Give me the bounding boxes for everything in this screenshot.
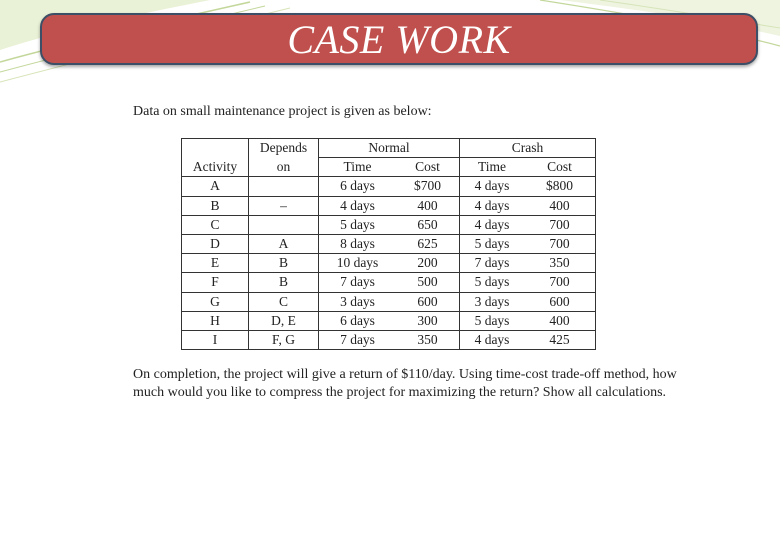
cell-normal-cost: 300 (396, 311, 460, 330)
cell-activity: B (182, 196, 249, 215)
table-row (182, 273, 596, 292)
cell-normal-cost: 350 (396, 330, 460, 349)
cell-crash-cost: 700 (524, 234, 596, 253)
cell-normal-time: 4 days (319, 196, 397, 215)
header-crash: Crash (460, 139, 596, 158)
cell-normal-cost: 650 (396, 215, 460, 234)
title-banner (40, 13, 758, 65)
cell-normal-time: 10 days (319, 254, 397, 273)
cell-crash-time: 5 days (460, 273, 525, 292)
table-row (182, 254, 596, 273)
header-depends: Depends (249, 139, 319, 158)
table-row (182, 215, 596, 234)
table-row (182, 330, 596, 349)
table-row (182, 311, 596, 330)
cell-crash-time: 4 days (460, 330, 525, 349)
cell-depends: F, G (249, 330, 319, 349)
cell-activity: D (182, 234, 249, 253)
cell-normal-time: 7 days (319, 273, 397, 292)
cell-activity: A (182, 177, 249, 196)
cell-normal-cost: 200 (396, 254, 460, 273)
cell-crash-cost: 700 (524, 215, 596, 234)
cell-crash-cost: $800 (546, 178, 573, 194)
cell-depends (249, 177, 319, 196)
cell-depends: A (249, 234, 319, 253)
cell-crash-time: 4 days (474, 178, 510, 194)
cell-crash-time: 4 days (460, 196, 525, 215)
cell-crash-time: 4 days (460, 215, 525, 234)
table-header-row (182, 139, 596, 158)
cell-crash-cost: 700 (524, 273, 596, 292)
header-depends-on: on (249, 158, 319, 177)
cell-depends: – (249, 196, 319, 215)
question-text: On completion, the project will give a return of $110/day. Using time-cost trade-off method, how much would you like to compress the project for maximizing the return? Show all calculations. (133, 367, 677, 400)
cell-crash-cost: 400 (524, 311, 596, 330)
cell-crash-time: 5 days (460, 234, 525, 253)
cell-crash-cost: 400 (524, 196, 596, 215)
cell-normal-time: 8 days (319, 234, 397, 253)
table-body (182, 177, 596, 350)
cell-normal-cost: 625 (396, 234, 460, 253)
cell-depends: B (249, 254, 319, 273)
cell-activity: F (182, 273, 249, 292)
cell-activity: I (182, 330, 249, 349)
cell-crash-cost: 350 (524, 254, 596, 273)
table-row (182, 292, 596, 311)
header-activity: Activity (182, 158, 249, 177)
cell-normal-cost: 500 (396, 273, 460, 292)
project-data-table (181, 138, 596, 350)
header-normal-time: Time (319, 158, 397, 177)
cell-depends: D, E (249, 311, 319, 330)
cell-activity: H (182, 311, 249, 330)
header-crash-cost: Cost (524, 158, 596, 177)
cell-crash-cost: 600 (524, 292, 596, 311)
cell-normal-time: 7 days (319, 330, 397, 349)
cell-normal-time: 3 days (319, 292, 397, 311)
slide-title: CASE WORK (287, 16, 511, 62)
intro-text: Data on small maintenance project is given as below: (133, 104, 432, 119)
cell-normal-cost: $700 (396, 177, 460, 196)
table-row (182, 196, 596, 215)
cell-crash-time: 5 days (460, 311, 525, 330)
header-normal-cost: Cost (396, 158, 460, 177)
table-row (182, 234, 596, 253)
cell-normal-time: 6 days (340, 178, 375, 194)
cell-normal-time: 6 days (319, 311, 397, 330)
cell-depends (249, 215, 319, 234)
cell-normal-time: 5 days (319, 215, 397, 234)
cell-normal-cost: 400 (396, 196, 460, 215)
cell-activity: C (182, 215, 249, 234)
cell-activity: G (182, 292, 249, 311)
header-normal: Normal (319, 139, 460, 158)
table-row (182, 177, 596, 196)
cell-activity: E (182, 254, 249, 273)
cell-crash-time: 3 days (460, 292, 525, 311)
table-subheader-row (182, 158, 596, 177)
cell-depends: B (249, 273, 319, 292)
cell-depends: C (249, 292, 319, 311)
header-crash-time: Time (460, 158, 525, 177)
cell-crash-time: 7 days (460, 254, 525, 273)
cell-crash-cost: 425 (524, 330, 596, 349)
cell-normal-cost: 600 (396, 292, 460, 311)
